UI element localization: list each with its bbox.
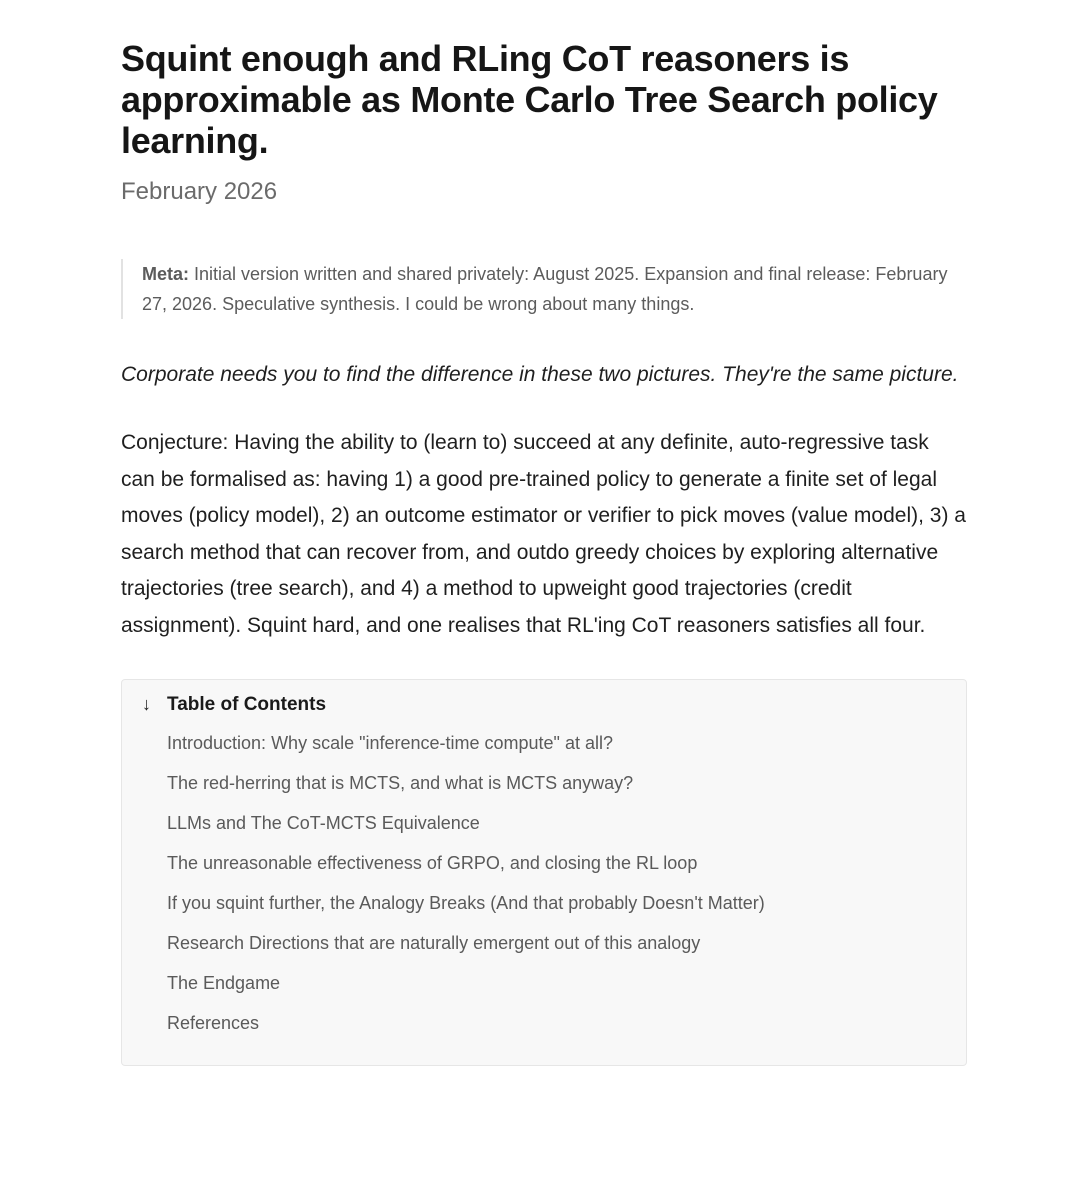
toc-link-mcts[interactable]: The red-herring that is MCTS, and what is MCTS anyway?	[167, 772, 634, 793]
conjecture-paragraph: Conjecture: Having the ability to (learn to) succeed at any definite, auto-regressive task can be formalised as: having 1) a good pre-trained policy to generate a finite set of legal moves (policy model), 2) an outcome estimator or verifier to pick moves (value model), 3) a search method that can recover from, and outdo greedy choices by exploring alternative trajectories (tree search), and 4) a method to upweight good trajectories (credit assignment). Squint hard, and one realises that RL'ing CoT reasoners satisfies all four.	[121, 431, 966, 637]
toc-list	[142, 723, 946, 1043]
table-of-contents	[121, 679, 967, 1066]
meta-note	[121, 259, 967, 319]
article	[121, 38, 967, 1066]
page-title: Squint enough and RLing CoT reasoners is approximable as Monte Carlo Tree Search policy learning.	[121, 38, 938, 161]
toc-link-references[interactable]: References	[167, 1012, 260, 1033]
toc-link-introduction[interactable]: Introduction: Why scale "inference-time compute" at all?	[167, 732, 613, 753]
epigraph: Corporate needs you to find the difference in these two pictures. They're the same picture.	[121, 363, 959, 386]
arrow-down-icon: ↓	[142, 694, 151, 715]
toc-title: Table of Contents	[167, 693, 327, 715]
toc-toggle[interactable]	[142, 692, 946, 718]
toc-link-cot-mcts-equivalence[interactable]: LLMs and The CoT-MCTS Equivalence	[167, 812, 480, 833]
toc-link-endgame[interactable]: The Endgame	[167, 972, 281, 993]
toc-link-research-directions[interactable]: Research Directions that are naturally emergent out of this analogy	[167, 932, 701, 953]
publish-date: February 2026	[121, 178, 278, 205]
meta-text: Initial version written and shared privately: August 2025. Expansion and final release: February 27, 2026. Speculative synthesis. I could be wrong about many things.	[142, 264, 948, 314]
toc-link-grpo[interactable]: The unreasonable effectiveness of GRPO, and closing the RL loop	[167, 852, 698, 873]
meta-label: Meta:	[142, 264, 190, 284]
toc-link-analogy-breaks[interactable]: If you squint further, the Analogy Breaks (And that probably Doesn't Matter)	[167, 892, 765, 913]
